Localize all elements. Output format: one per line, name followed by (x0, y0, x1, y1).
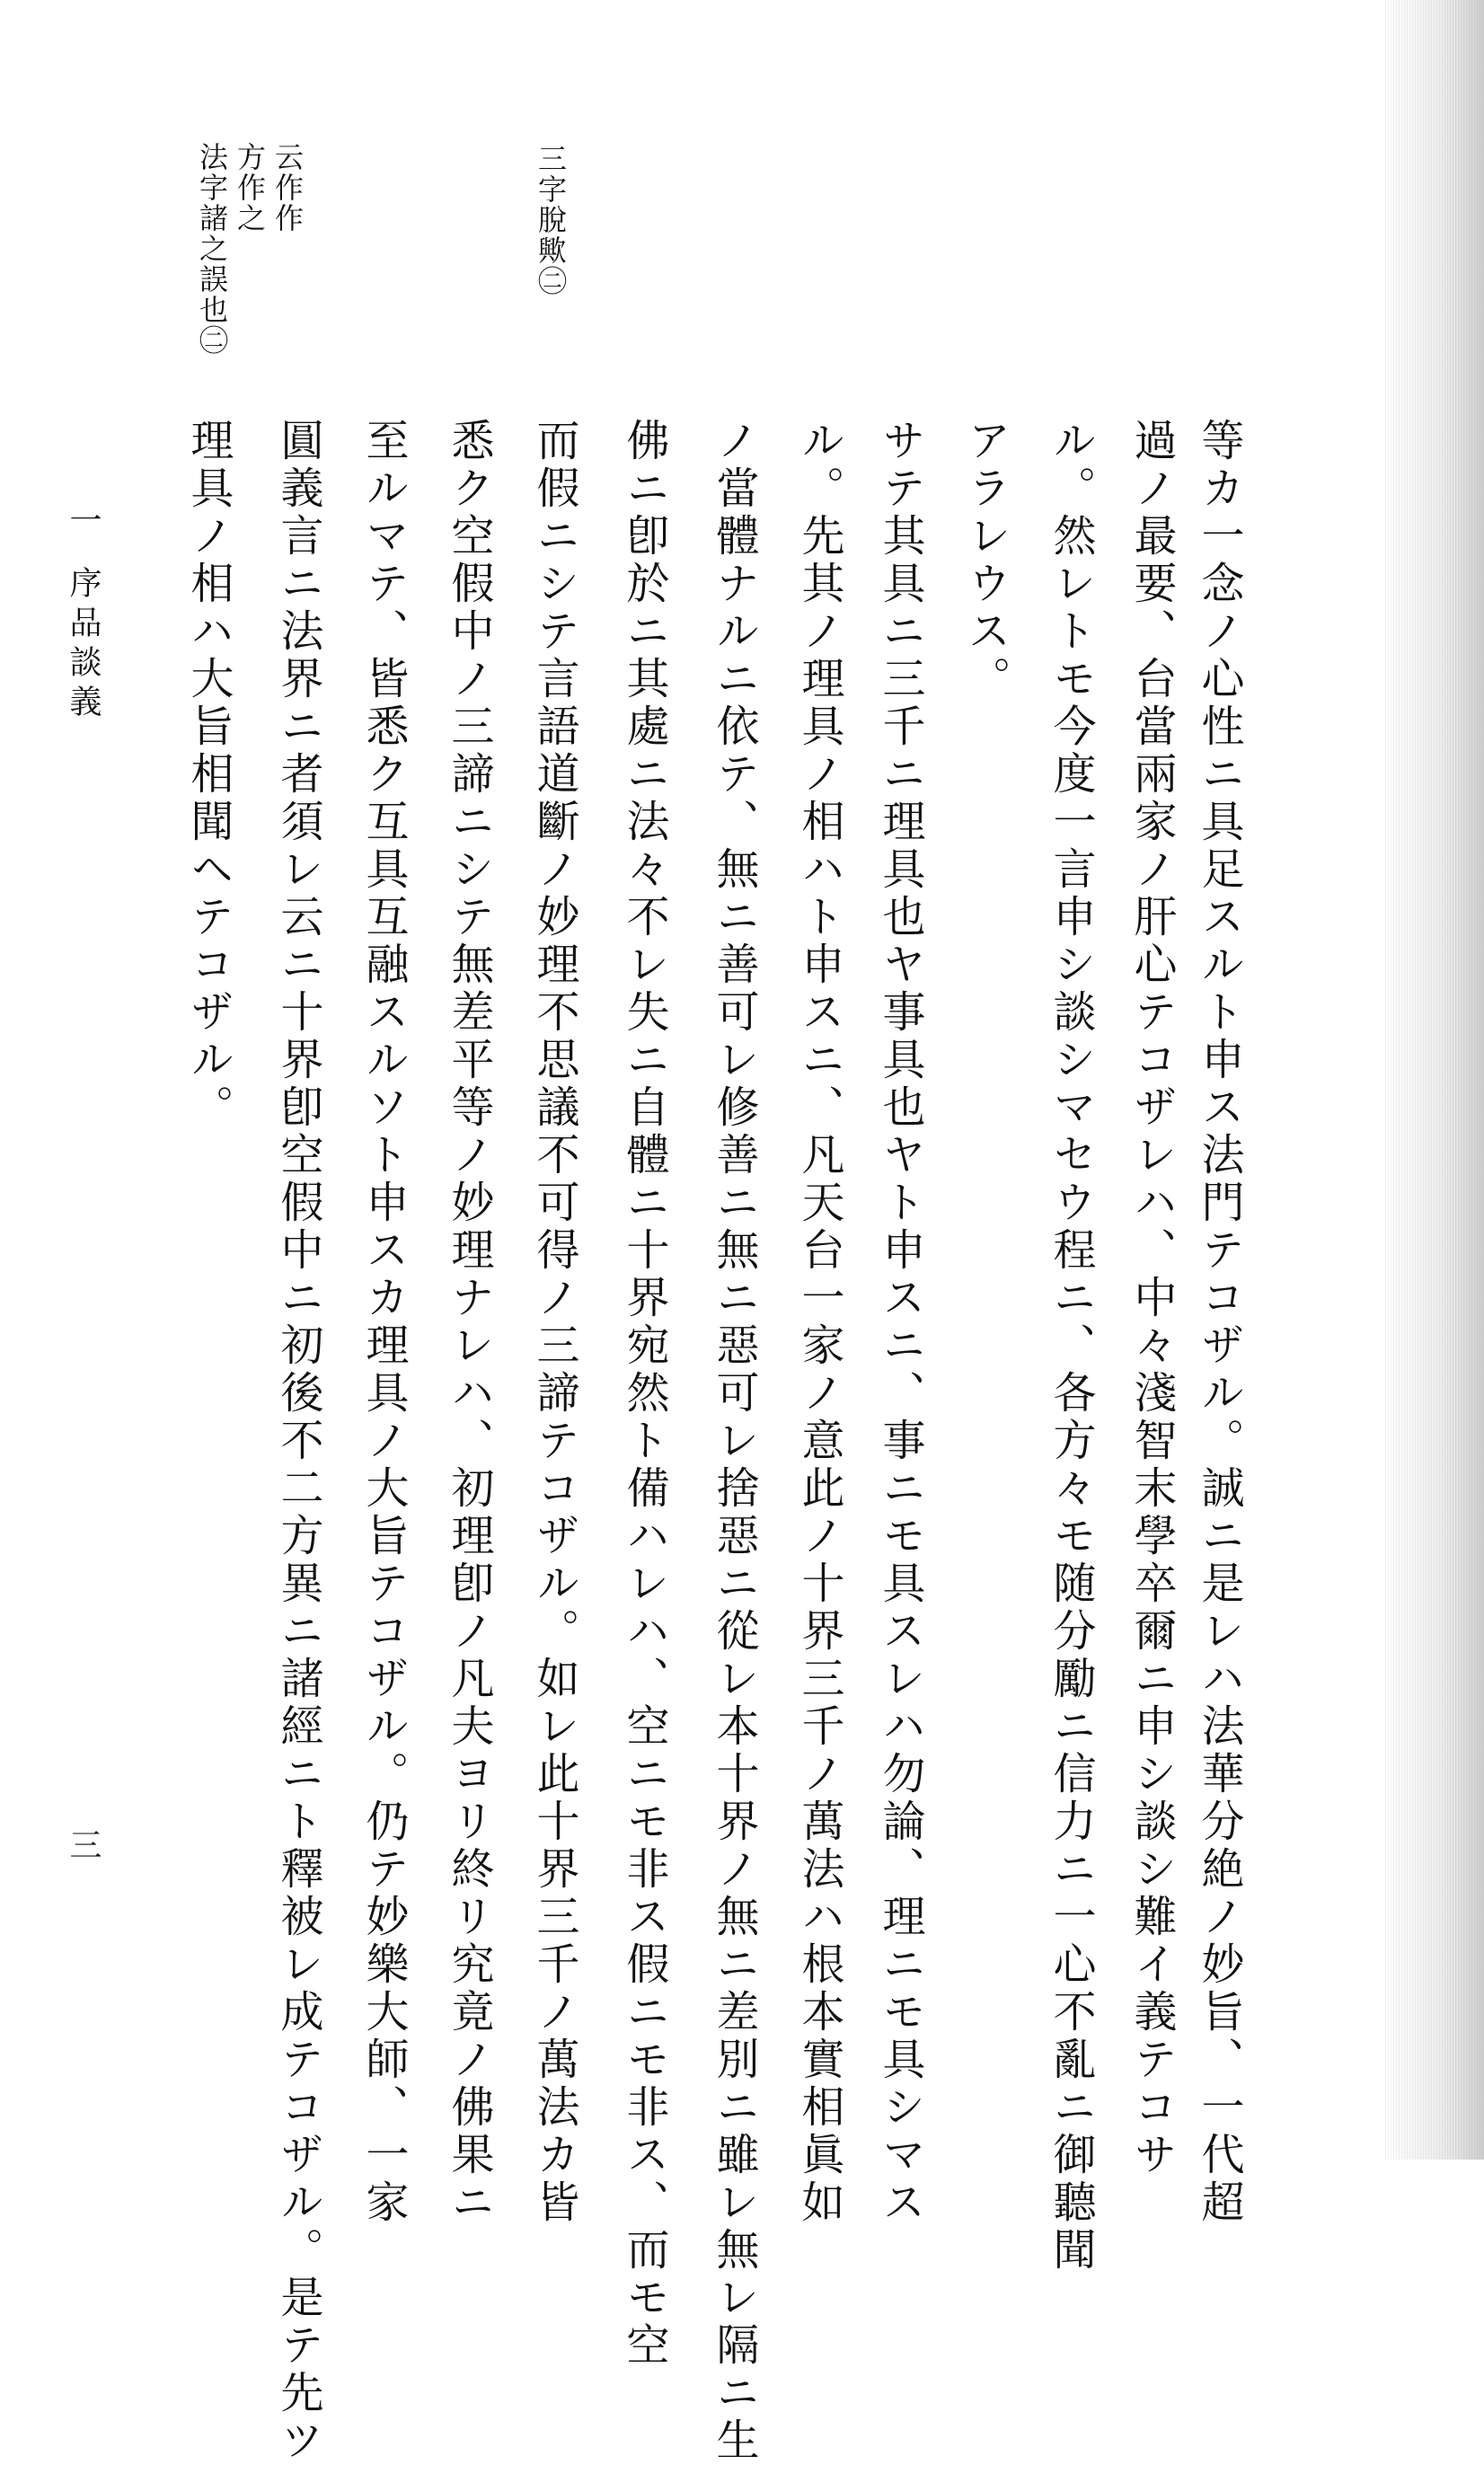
body-line-5: サテ其具ニ三千ニ理具也ヤ事具也ヤト申スニ、事ニモ具スレハ勿論、理ニモ具シマス (875, 418, 925, 2227)
body-line-3: ル。然レトモ今度一言申シ談シマセウ程ニ、各方々モ随分勵ニ信力ニ一心不亂ニ御聽聞 (1046, 418, 1096, 2275)
margin-note-2-line-1: 云作作 (270, 142, 305, 234)
page-number: 三 (65, 1828, 102, 1868)
body-line-8: 佛ニ卽於ニ其處ニ法々不レ失ニ自體ニ十界宛然ト備ハレハ、空ニモ非ス假ニモ非ス、而モ空 (619, 418, 669, 2370)
body-line-6: ル。先其ノ理具ノ相ハト申スニ、凡天台一家ノ意此ノ十界三千ノ萬法ハ根本實相眞如 (794, 418, 844, 2227)
body-line-13: 理具ノ相ハ大旨相聞ヘテコザル。 (183, 418, 234, 1132)
body-line-11: 至ルマテ、皆悉ク互具互融スルソト申スカ理具ノ大旨テコザル。仍テ妙樂大師、一家 (358, 418, 409, 2227)
body-line-9: 而假ニシテ言語道斷ノ妙理不思議不可得ノ三諦テコザル。如レ此十界三千ノ萬法カ皆 (529, 418, 579, 2227)
body-line-12: 圓義言ニ法界ニ者須レ云ニ十界卽空假中ニ初後不二方異ニ諸經ニト釋被レ成テコザル。是テ先ツ (273, 418, 323, 2465)
margin-note-2-line-3: 法字諸之誤也㊁ (195, 142, 229, 356)
body-line-4: アラレウス。 (960, 418, 1011, 703)
chapter-mark: 一 (65, 503, 102, 543)
body-line-10: 悉ク空假中ノ三諦ニシテ無差平等ノ妙理ナレハ、初理卽ノ凡夫ヨリ終リ究竟ノ佛果ニ (444, 418, 494, 2227)
margin-note-1: 三字脫歟㊁ (534, 144, 568, 296)
running-title: 序品談義 (65, 566, 102, 724)
body-line-7: ノ當體ナルニ依テ、無ニ善可レ修善ニ無ニ惡可レ捨惡ニ從レ本十界ノ無ニ差別ニ雖レ無レ隔ニ生 (709, 418, 759, 2465)
body-line-2: 過ノ最要、台當兩家ノ肝心テコザレハ、中々淺智末學卒爾ニ申シ談シ難イ義テコサ (1126, 418, 1177, 2179)
scan-page-edge (1385, 0, 1484, 2160)
margin-note-2-line-2: 方作之 (233, 142, 267, 234)
body-line-1: 等カ一念ノ心性ニ具足スルト申ス法門テコザル。誠ニ是レハ法華分絶ノ妙旨、一代超 (1194, 418, 1244, 2227)
